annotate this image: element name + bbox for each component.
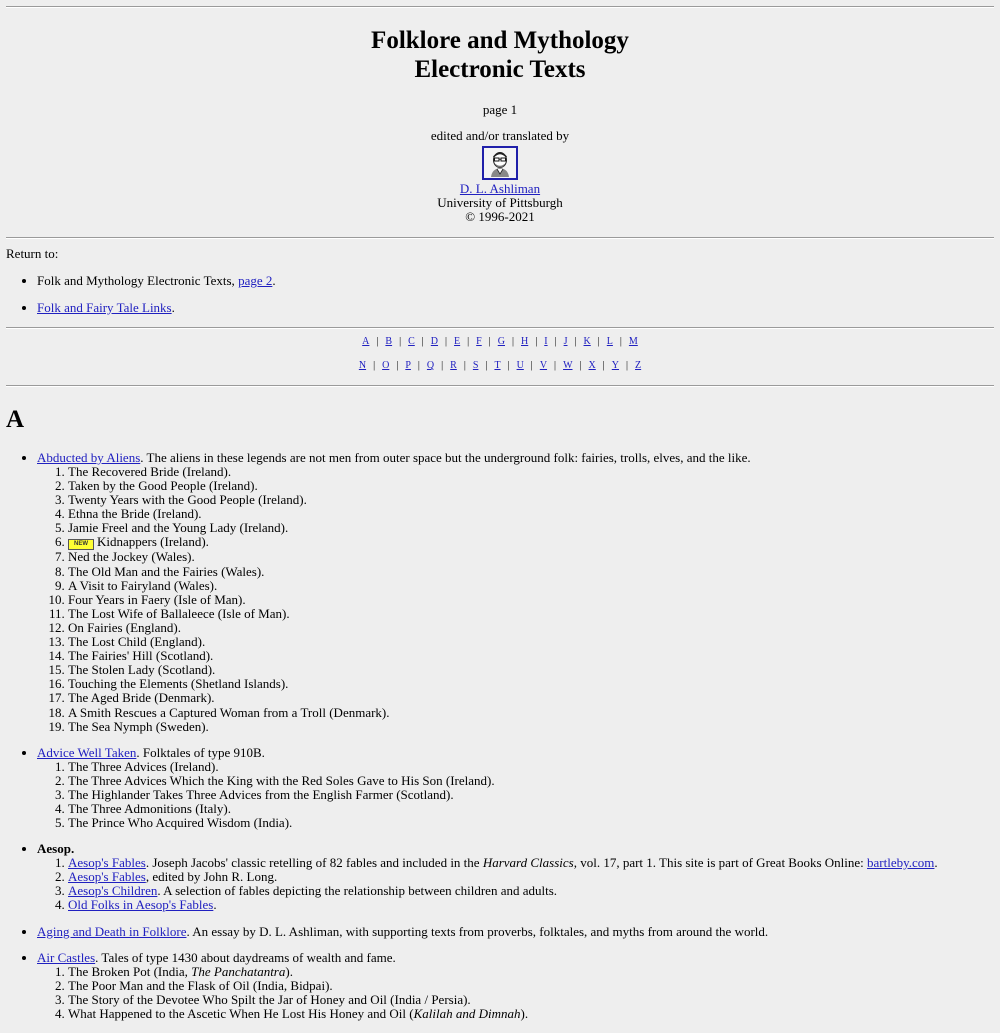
title-line-2: Electronic Texts [414, 56, 586, 83]
bartleby-link[interactable]: bartleby.com [867, 855, 935, 871]
air-castles-list [37, 965, 994, 1021]
alpha-separator: | [445, 336, 448, 347]
list-item: 1. The Three Advices (Ireland). [68, 760, 994, 774]
alpha-separator: | [396, 360, 399, 371]
alpha-separator: | [417, 360, 420, 371]
list-item: 15. The Stolen Lady (Scotland). [68, 663, 994, 677]
list-item: 10. Four Years in Faery (Isle of Man). [68, 593, 994, 607]
page-title [6, 26, 994, 84]
alpha-link-a[interactable]: A [362, 336, 370, 347]
alpha-link-n[interactable]: N [358, 360, 367, 371]
alpha-link-e[interactable]: E [454, 336, 461, 347]
alpha-link-f[interactable]: F [476, 336, 482, 347]
author-portrait-icon[interactable] [482, 146, 518, 180]
return-to-label: Return to: [6, 246, 59, 261]
alpha-separator: | [467, 336, 470, 347]
entry-description: . The aliens in these legends are not men from outer space but the underground folk: fairies, trolls, elves, and the like. [140, 450, 751, 465]
alpha-separator: | [485, 360, 488, 371]
list-item: 3. Twenty Years with the Good People (Ireland). [68, 493, 994, 507]
alpha-separator: | [441, 360, 444, 371]
alpha-separator: | [535, 336, 538, 347]
list-item: • Folk and Mythology Electronic Texts, page 2. [37, 273, 994, 288]
list-item: 1. The Recovered Bride (Ireland). [68, 465, 994, 479]
page-number: page 1 [482, 102, 518, 117]
list-item: 4. What Happened to the Ascetic When He Lost His Honey and Oil (Kalilah and Dimnah). [68, 1007, 994, 1021]
nav-divider-top [6, 327, 994, 329]
list-item: 6. NEW Kidnappers (Ireland). [68, 535, 994, 550]
air-castles-link[interactable]: Air Castles [37, 949, 96, 965]
alpha-separator: | [376, 336, 379, 347]
aesops-fables-jacobs-link[interactable]: Aesop's Fables [68, 855, 146, 871]
alpha-separator: | [373, 360, 376, 371]
entry-aging-and-death [37, 925, 994, 939]
copyright: © 1996-2021 [465, 209, 535, 224]
edited-by-label: edited and/or translated by [430, 128, 570, 143]
list-item: 16. Touching the Elements (Shetland Islands). [68, 677, 994, 691]
credits [6, 182, 994, 224]
section-letter-heading: A [6, 406, 25, 433]
university-name: University of Pittsburgh [437, 195, 563, 210]
abducted-by-aliens-link[interactable]: Abducted by Aliens [37, 450, 141, 465]
alpha-link-j[interactable]: J [563, 336, 568, 347]
return-to-list [6, 273, 994, 315]
alpha-separator: | [399, 336, 402, 347]
alpha-link-z[interactable]: Z [635, 360, 642, 371]
alphabet-nav-row-2 [6, 359, 994, 373]
alpha-link-m[interactable]: M [628, 336, 638, 347]
entry-aesop [37, 842, 994, 912]
alpha-link-g[interactable]: G [497, 336, 505, 347]
list-item: 2. The Poor Man and the Flask of Oil (India, Bidpai). [68, 979, 994, 993]
alpha-link-w[interactable]: W [563, 360, 573, 371]
alpha-separator: | [554, 360, 557, 371]
list-item: 1. The Broken Pot (India, The Panchatantra). [68, 965, 994, 979]
alpha-link-q[interactable]: Q [426, 360, 435, 371]
list-item: 13. The Lost Child (England). [68, 635, 994, 649]
list-item: • Folk and Fairy Tale Links. [37, 300, 994, 315]
alpha-separator: | [530, 360, 533, 371]
list-item: 4. The Three Admonitions (Italy). [68, 802, 994, 816]
alpha-separator: | [554, 336, 557, 347]
top-divider [6, 6, 994, 8]
title-line-1: Folklore and Mythology [371, 27, 629, 54]
nav-divider-bottom [6, 385, 994, 387]
alphabet-nav-row-1 [6, 335, 994, 349]
entry-description: . Folktales of type 910B. [136, 744, 265, 760]
alpha-link-v[interactable]: V [539, 360, 548, 371]
alpha-separator: | [619, 336, 622, 347]
alpha-link-h[interactable]: H [521, 336, 529, 347]
list-item: 9. A Visit to Fairyland (Wales). [68, 579, 994, 593]
alpha-link-l[interactable]: L [606, 336, 613, 347]
list-item: 2. Aesop's Fables, edited by John R. Long. [68, 870, 994, 884]
list-item: 18. A Smith Rescues a Captured Woman from a Troll (Denmark). [68, 706, 994, 720]
header-divider [6, 237, 994, 239]
list-item: 3. Aesop's Children. A selection of fables depicting the relationship between children and adults. [68, 884, 994, 898]
page-2-link[interactable]: page 2 [238, 273, 273, 288]
alpha-link-r[interactable]: R [450, 360, 457, 371]
alpha-separator: | [574, 336, 577, 347]
author-link[interactable]: D. L. Ashliman [459, 181, 541, 196]
alpha-separator: | [597, 336, 600, 347]
alpha-separator: | [488, 336, 491, 347]
list-item: 2. Taken by the Good People (Ireland). [68, 479, 994, 493]
advice-well-taken-link[interactable]: Advice Well Taken [37, 744, 137, 760]
alpha-link-b[interactable]: B [385, 336, 393, 347]
alpha-link-u[interactable]: U [516, 360, 524, 371]
alpha-separator: | [626, 360, 629, 371]
new-badge-icon: NEW [68, 539, 94, 550]
list-item: 7. Ned the Jockey (Wales). [68, 550, 994, 564]
alpha-link-p[interactable]: P [405, 360, 411, 371]
list-item: 5. Jamie Freel and the Young Lady (Ireland). [68, 521, 994, 535]
entry-advice-well-taken [37, 746, 994, 830]
list-item: 3. The Story of the Devotee Who Spilt the Jar of Honey and Oil (India / Persia). [68, 993, 994, 1007]
alpha-separator: | [579, 360, 582, 371]
alpha-link-k[interactable]: K [583, 336, 591, 347]
entry-description: . An essay by D. L. Ashliman, with supporting texts from proverbs, folktales, and myths from around the world. [186, 923, 769, 939]
alpha-link-s[interactable]: S [472, 360, 479, 371]
alpha-separator: | [507, 360, 510, 371]
fairy-tale-links-link[interactable]: Folk and Fairy Tale Links [37, 300, 172, 315]
alpha-separator: | [511, 336, 514, 347]
alpha-separator: | [421, 336, 424, 347]
list-item: 5. The Prince Who Acquired Wisdom (India). [68, 816, 994, 830]
alpha-link-i[interactable]: I [544, 336, 548, 347]
list-item: 14. The Fairies' Hill (Scotland). [68, 649, 994, 663]
list-item: 4. Old Folks in Aesop's Fables. [68, 898, 994, 912]
page [6, 0, 994, 1033]
aging-and-death-link[interactable]: Aging and Death in Folklore [37, 923, 187, 939]
alpha-link-c[interactable]: C [408, 336, 415, 347]
list-item: 4. Ethna the Bride (Ireland). [68, 507, 994, 521]
list-item: 8. The Old Man and the Fairies (Wales). [68, 565, 994, 579]
old-folks-aesop-link[interactable]: Old Folks in Aesop's Fables [68, 897, 214, 913]
list-item: 12. On Fairies (England). [68, 621, 994, 635]
alpha-link-o[interactable]: O [382, 360, 390, 371]
alpha-separator: | [463, 360, 466, 371]
aesop-list [37, 856, 994, 912]
aesop-heading: Aesop. [37, 841, 75, 857]
list-item: 11. The Lost Wife of Ballaleece (Isle of Man). [68, 607, 994, 621]
entry-description: . Tales of type 1430 about daydreams of wealth and fame. [95, 949, 396, 965]
alpha-link-x[interactable]: X [588, 360, 596, 371]
list-item: 19. The Sea Nymph (Sweden). [68, 720, 994, 734]
aesops-children-link[interactable]: Aesop's Children [68, 883, 158, 899]
list-item: 1. Aesop's Fables. Joseph Jacobs' classic retelling of 82 fables and included in the Harvard Classics, vol. 17, part 1. This site is part of Great Books Online: bartleby.com. [68, 856, 994, 870]
entry-list [6, 451, 994, 1021]
list-item: 3. The Highlander Takes Three Advices from the English Farmer (Scotland). [68, 788, 994, 802]
entry-abducted-by-aliens [37, 451, 994, 734]
list-item: 2. The Three Advices Which the King with the Red Soles Gave to His Son (Ireland). [68, 774, 994, 788]
alpha-link-d[interactable]: D [430, 336, 439, 347]
alpha-link-t[interactable]: T [494, 360, 501, 371]
alpha-link-y[interactable]: Y [611, 360, 620, 371]
list-item: 17. The Aged Bride (Denmark). [68, 691, 994, 705]
alpha-separator: | [602, 360, 605, 371]
aliens-story-list [37, 465, 994, 734]
entry-air-castles [37, 951, 994, 1021]
advice-story-list [37, 760, 994, 830]
aesops-fables-long-link[interactable]: Aesop's Fables [68, 869, 146, 885]
